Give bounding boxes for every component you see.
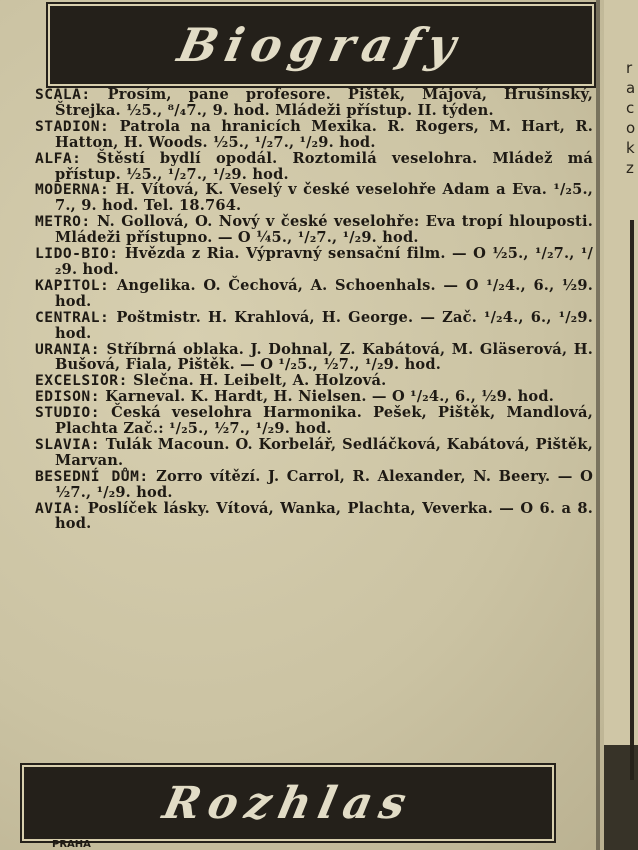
cinema-name: EDISON:	[35, 388, 101, 406]
cinema-program: Česká veselohra Harmonika. Pešek, Pištěk, Mandlová, Plachta Zač.: ¹/₂5., ½7., ¹/₂9. hod.	[55, 404, 593, 438]
cinema-name: EXCELSIOR:	[35, 372, 128, 390]
cinema-program: Karneval. K. Hardt, H. Nielsen. — O ¹/₂4., 6., ½9. hod.	[105, 388, 555, 406]
cinema-name: URANIA:	[35, 340, 101, 358]
cinema-entry	[33, 310, 593, 342]
cinema-entry	[33, 373, 593, 389]
cinema-name: STUDIO:	[35, 404, 101, 422]
cinema-name: LIDO-BIO:	[35, 245, 119, 263]
cinema-program: Prosím, pane profesore. Pištěk, Májová, Hrušínský, Štrejka. ½5., ⁸/₄7., 9. hod. Mládeži přístup. II. týden.	[55, 86, 594, 119]
adjacent-column	[604, 0, 638, 850]
cinema-program: Tulák Macoun. O. Korbelář, Sedláčková, Kabátová, Pištěk, Marvan.	[55, 435, 594, 469]
header-banner	[48, 4, 594, 86]
cinema-program: Patrola na hranicích Mexika. R. Rogers, M. Hart, R. Hatton, H. Woods. ½5., ¹/₂7., ¹/₂9. hod.	[55, 117, 593, 151]
adjacent-column-dark-block	[604, 745, 638, 850]
cinema-program: Poslíček lásky. Vítová, Wanka, Plachta, Veverka. — O 6. a 8. hod.	[55, 499, 593, 533]
cinema-program: H. Vítová, K. Veselý v české veselohře Adam a Eva. ¹/₂5., 7., 9. hod. Tel. 18.764.	[55, 181, 594, 215]
cinema-entry	[33, 151, 593, 183]
cinema-program: Angelika. O. Čechová, A. Schoenhals. — O ¹/₂4., 6., ½9. hod.	[55, 276, 593, 310]
cinema-entry	[33, 278, 593, 310]
cinema-entry	[33, 214, 593, 246]
cinema-program: Hvězda z Ria. Výpravný sensační film. — O ½5., ¹/₂7., ¹/₂9. hod.	[55, 245, 594, 278]
cinema-entry	[33, 405, 593, 437]
cinema-name: STADION:	[35, 117, 110, 135]
cinema-name: MODERNA:	[35, 181, 110, 199]
cinema-program: Zorro vítězí. J. Carrol, R. Alexander, N. Beery. — O ½7., ¹/₂9. hod.	[55, 467, 594, 501]
cinema-listing	[33, 87, 593, 532]
cinema-name: AVIA:	[35, 499, 82, 517]
cinema-name: ALFA:	[35, 149, 82, 167]
next-section-text: PRAHA	[52, 840, 91, 850]
cinema-entry	[33, 389, 593, 405]
cinema-program: Stříbrná oblaka. J. Dohnal, Z. Kabátová, M. Gläserová, H. Bušová, Fiala, Pištěk. — O ¹/₂5., ½7., ¹/₂9. hod.	[55, 340, 593, 374]
header-title: Biografy	[173, 18, 469, 72]
cinema-name: BESEDNÍ DŮM:	[35, 467, 149, 485]
cinema-program: Poštmistr. H. Krahlová, H. George. — Zač. ¹/₂4., 6., ¹/₂9. hod.	[55, 308, 593, 342]
cinema-name: CENTRAL:	[35, 308, 110, 326]
adjacent-column-border	[630, 220, 638, 780]
cinema-entry	[33, 469, 593, 501]
cinema-entry	[33, 246, 593, 278]
cinema-name: KAPITOL:	[35, 276, 110, 294]
cinema-name: METRO:	[35, 213, 91, 231]
cinema-program: N. Gollová, O. Nový v české veselohře: Eva tropí hlouposti. Mládeži přístupno. — O ¼5., ¹/₂7., ¹/₂9. hod.	[55, 213, 594, 247]
cinema-name: SLAVIA:	[35, 435, 101, 453]
column-rule	[596, 0, 600, 850]
footer-title: Rozhlas	[158, 777, 418, 829]
cinema-entry	[33, 501, 593, 533]
cinema-program: Slečna. H. Leibelt, A. Holzová.	[133, 372, 387, 390]
cinema-entry	[33, 437, 593, 469]
cinema-entry	[33, 119, 593, 151]
cinema-entry	[33, 87, 593, 119]
cinema-name: SCALA:	[35, 86, 91, 103]
cinema-program: Štěstí bydlí opodál. Roztomilá veselohra. Mládež má přístup. ½5., ¹/₂7., ¹/₂9. hod.	[55, 149, 593, 183]
cinema-entry	[33, 342, 593, 374]
cinema-entry	[33, 182, 593, 214]
footer-banner	[22, 765, 554, 841]
adjacent-column-text: r a c o k z	[626, 59, 636, 177]
